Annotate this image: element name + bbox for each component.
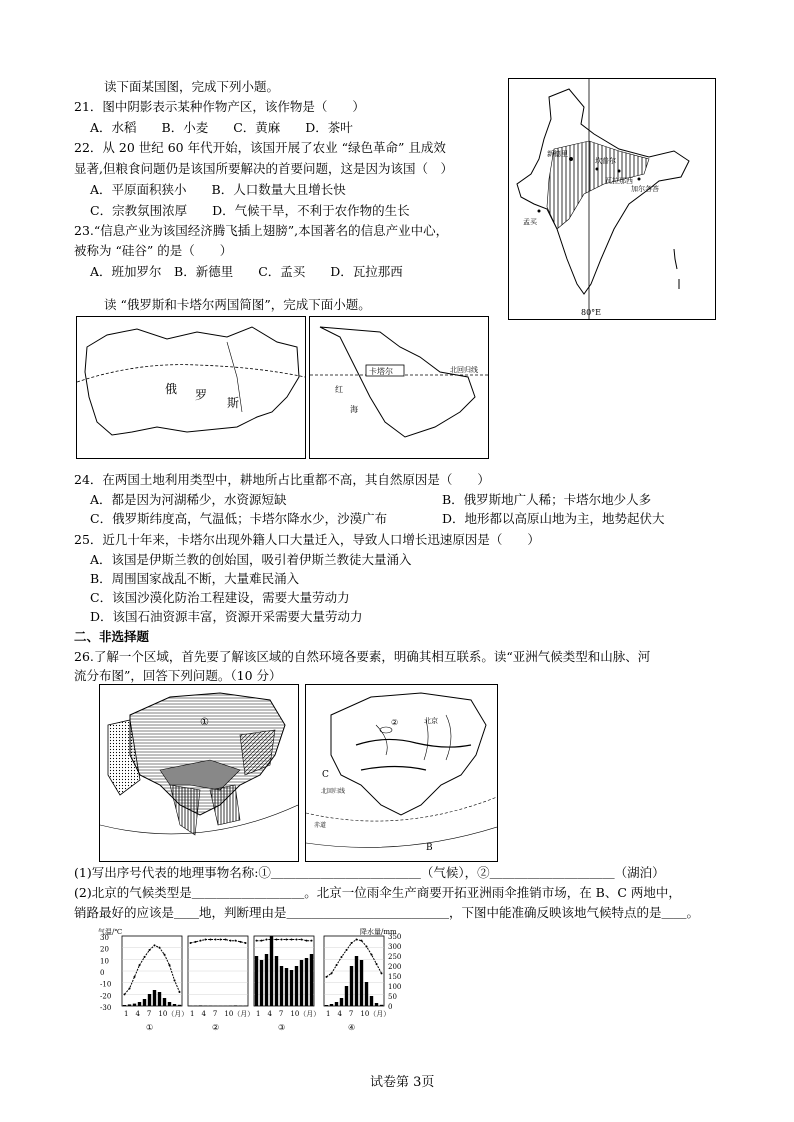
q25-stem: 25．近几十年来，卡塔尔出现外籍人口大量迁入，导致人口增长迅速原因是（ ） <box>74 532 540 547</box>
precip-bar <box>158 992 161 1006</box>
temp-tick-label: -20 <box>100 992 112 1001</box>
asia-mountain-river-map <box>305 684 498 862</box>
precip-tick-label: 200 <box>388 963 402 971</box>
label-kolkata: 加尔各答 <box>631 185 659 193</box>
page-footer: 试卷第 3页 <box>370 1075 435 1090</box>
temp-point <box>376 963 378 965</box>
chart-label: ④ <box>348 1023 356 1032</box>
label-hong: 红 <box>335 385 343 394</box>
india-outline <box>517 89 689 294</box>
temp-point <box>261 940 263 942</box>
temp-tick-label: 20 <box>100 945 109 954</box>
precip-bar <box>168 1002 171 1006</box>
temp-point <box>225 939 227 941</box>
india-map <box>508 78 716 320</box>
label-c: C <box>322 770 329 780</box>
q23-stem-line1: 23.“信息产业为该国经济腾飞插上翅膀”,本国著名的信息产业中心， <box>74 223 449 238</box>
temp-point <box>306 940 308 942</box>
precip-bar <box>153 990 156 1006</box>
q24-option-c: C．俄罗斯纬度高，气温低；卡塔尔降水少，沙漠广布 <box>90 511 388 526</box>
temp-point <box>336 964 338 966</box>
label-beijing: 北京 <box>424 717 438 725</box>
precip-bar <box>375 1003 378 1006</box>
q23-options: A．班加罗尔 B．新德里 C．孟买 D．瓦拉那西 <box>90 264 403 279</box>
precip-bar <box>365 982 368 1006</box>
label-hai: 海 <box>350 405 358 414</box>
q26-sub2b: 销路最好的应该是＿＿地，判断理由是＿＿＿＿＿＿＿＿＿＿＿＿＿，下图中能准确反映该地气候特点的是＿＿。 <box>74 905 700 920</box>
temp-point <box>326 976 328 978</box>
temp-point <box>281 939 283 941</box>
precip-bar <box>280 966 283 1006</box>
precip-bar <box>360 960 363 1006</box>
q26-line2: 流分布图”，回答下列问题。（10 分） <box>74 668 282 683</box>
temp-tick-label: -30 <box>100 1004 112 1012</box>
temp-point <box>245 942 247 944</box>
temp-point <box>134 976 136 978</box>
temp-point <box>276 939 278 941</box>
temp-point <box>366 946 368 948</box>
label-si: 斯 <box>227 396 240 410</box>
temp-point <box>179 991 181 993</box>
temp-point <box>210 939 212 941</box>
label-two: ② <box>391 718 399 727</box>
q25-option-a: A．该国是伊斯兰教的创始国，吸引着伊斯兰教徒大量涌入 <box>90 552 412 567</box>
label-b: B <box>426 843 433 853</box>
island-chain <box>674 249 679 289</box>
temp-point <box>174 979 176 981</box>
temp-point <box>331 972 333 974</box>
temp-point <box>144 956 146 958</box>
climate-charts <box>98 926 418 1046</box>
q24-option-b: B．俄罗斯地广人稀；卡塔尔地少人多 <box>442 492 652 507</box>
label-equator: 赤道 <box>314 822 327 829</box>
temp-point <box>371 954 373 956</box>
temp-line <box>191 940 246 944</box>
q21-options: A．水稻 B．小麦 C．黄麻 D．茶叶 <box>90 120 353 135</box>
part2-heading: 二、非选择题 <box>74 629 150 644</box>
precip-tick-label: 350 <box>388 933 402 941</box>
temp-point <box>124 993 126 995</box>
temp-tick-label: 0 <box>100 969 105 977</box>
russia-outline <box>85 327 299 435</box>
temp-tick-label: 10 <box>100 957 109 966</box>
temp-point <box>195 941 197 943</box>
label-varanasi: 瓦拉那西 <box>605 177 633 185</box>
precip-tick-label: 250 <box>388 953 402 961</box>
precip-axis-title: 降水量/mm <box>360 928 397 936</box>
label-kanpur: 坎普尔 <box>595 157 616 165</box>
temp-axis-title: 气温/℃ <box>98 928 123 936</box>
q21-stem: 21．图中阴影表示某种作物产区，该作物是（ ） <box>74 99 365 114</box>
q26-line1: 26.了解一个区域，首先要了解该区域的自然环境各要素，明确其相互联系。读“亚洲气候类型和山脉、河 <box>74 649 651 664</box>
precip-bar <box>173 1004 176 1006</box>
precip-bar <box>330 1004 333 1006</box>
temp-tick-label: -10 <box>100 980 112 989</box>
precip-bar <box>260 960 263 1006</box>
label-luo: 罗 <box>195 388 208 402</box>
precip-bar <box>148 994 151 1006</box>
q22-stem-line1: 22．从 20 世纪 60 年代开始，该国开展了农业 “绿色革命” 且成效 <box>74 140 446 155</box>
precip-bar <box>300 960 303 1006</box>
precip-bar <box>295 966 298 1006</box>
temp-point <box>220 939 222 941</box>
q22-stem-line2: 显著,但粮食问题仍是该国所要解决的首要问题，这是因为该国（ ） <box>74 161 453 176</box>
label-e: 俄 <box>165 382 178 396</box>
section1-intro: 读下面某国图，完成下列小题。 <box>104 79 280 94</box>
precip-bar <box>234 1005 237 1006</box>
precip-bar <box>138 1002 141 1006</box>
label-new-delhi: 新德里 <box>547 150 568 158</box>
arabian-peninsula-outline <box>320 327 475 437</box>
precip-bar <box>265 954 268 1006</box>
precip-bar <box>199 1005 202 1006</box>
chart-label: ① <box>146 1023 154 1032</box>
precip-bar <box>345 986 348 1006</box>
chart-label: ② <box>212 1023 220 1032</box>
precip-bar <box>350 966 353 1006</box>
temp-point <box>164 954 166 956</box>
temp-point <box>341 956 343 958</box>
precip-tick-label: 100 <box>388 983 402 991</box>
precip-bar <box>370 996 373 1006</box>
q25-option-b: B．周围国家战乱不断，大量难民涌入 <box>90 571 300 586</box>
q22-options-ab: A．平原面积狭小 B．人口数量大且增长快 <box>90 182 346 197</box>
temp-point <box>311 940 313 942</box>
precip-bar <box>285 968 288 1006</box>
q24-stem: 24．在两国土地利用类型中，耕地所占比重都不高，其自然原因是（ ） <box>74 472 490 487</box>
label-one: ① <box>200 717 209 728</box>
temp-point <box>190 942 192 944</box>
temp-point <box>129 988 131 990</box>
precip-bar <box>305 958 308 1006</box>
arctic-circle <box>77 365 305 382</box>
temp-point <box>266 939 268 941</box>
q25-option-c: C．该国沙漠化防治工程建设，需要大量劳动力 <box>90 590 350 605</box>
precip-bar <box>163 998 166 1006</box>
precip-tick-label: 50 <box>388 993 397 1001</box>
precip-bar <box>290 970 293 1006</box>
label-tropic-asia: 北回归线 <box>321 788 346 795</box>
temp-point <box>351 942 353 944</box>
temp-point <box>215 939 217 941</box>
temp-line <box>257 940 312 941</box>
precip-bar <box>123 1005 126 1006</box>
precip-bar <box>270 936 273 1006</box>
temp-line <box>125 945 180 994</box>
month-ticks: 1 4 7 10（月） <box>124 1010 189 1018</box>
month-ticks: 1 4 7 10（月） <box>190 1010 255 1018</box>
temp-point <box>286 939 288 941</box>
temp-point <box>159 947 161 949</box>
precip-bar <box>128 1004 131 1006</box>
precip-bar <box>380 1005 383 1006</box>
label-80e: 80°E <box>581 308 602 317</box>
precip-bar <box>133 1004 136 1006</box>
q26-sub2a: (2)北京的气候类型是＿＿＿＿＿＿＿＿＿。北京一位雨伞生产商要开拓亚洲雨伞推销市场，在 B、C 两地中， <box>74 885 681 900</box>
temp-point <box>205 939 207 941</box>
label-qatar: 卡塔尔 <box>369 367 393 376</box>
precip-bar <box>335 1002 338 1006</box>
q26-sub1: (1)写出序号代表的地理事物名称:①＿＿＿＿＿＿＿＿＿＿＿＿（气候），②＿＿＿＿＿＿＿＿＿＿（湖泊） <box>74 865 665 880</box>
temp-point <box>256 940 258 942</box>
precip-tick-label: 150 <box>388 973 402 981</box>
q24-option-d: D．地形都以高原山地为主，地势起伏大 <box>442 511 665 526</box>
precip-bar <box>143 999 146 1006</box>
label-mumbai: 孟买 <box>523 218 537 226</box>
section2-intro: 读 “俄罗斯和卡塔尔两国简图”，完成下面小题。 <box>104 297 371 312</box>
temp-point <box>381 972 383 974</box>
temp-line <box>327 940 382 977</box>
precip-bar <box>325 1005 328 1006</box>
temp-point <box>301 939 303 941</box>
precip-bar <box>275 956 278 1006</box>
temp-point <box>271 939 273 941</box>
precip-bar <box>178 1005 181 1006</box>
temp-point <box>240 941 242 943</box>
q22-options-cd: C．宗教氛围浓厚 D．气候干旱，不利于农作物的生长 <box>90 203 410 218</box>
precip-bar <box>310 954 313 1006</box>
temp-point <box>296 939 298 941</box>
asia-outline-2 <box>331 693 486 815</box>
q23-stem-line2: 被称为 “硅谷” 的是（ ） <box>74 243 233 258</box>
temp-point <box>361 940 363 942</box>
asia-climate-map <box>99 684 299 862</box>
temp-point <box>235 940 237 942</box>
month-ticks: 1 4 7 10（月） <box>326 1010 391 1018</box>
precip-bar <box>340 998 343 1006</box>
temp-point <box>169 964 171 966</box>
temp-point <box>230 940 232 942</box>
temp-point <box>291 939 293 941</box>
chart-label: ③ <box>278 1023 286 1032</box>
q25-option-d: D．该国石油资源丰富，资源开采需要大量劳动力 <box>90 609 363 624</box>
temp-point <box>346 949 348 951</box>
precip-bar <box>355 956 358 1006</box>
temp-tick-label: 30 <box>100 934 109 942</box>
precip-tick-label: 0 <box>388 1003 393 1011</box>
q24-option-a: A．都是因为河湖稀少，水资源短缺 <box>90 492 287 507</box>
temp-point <box>139 964 141 966</box>
precip-bar <box>255 956 258 1006</box>
temp-point <box>149 949 151 951</box>
label-tropic: 北回归线 <box>450 366 478 374</box>
temp-point <box>154 944 156 946</box>
month-ticks: 1 4 7 10（月） <box>256 1010 321 1018</box>
temp-point <box>356 939 358 941</box>
temp-point <box>200 940 202 942</box>
precip-tick-label: 300 <box>388 943 402 951</box>
russia-map <box>76 316 306 459</box>
qatar-map <box>309 316 489 459</box>
